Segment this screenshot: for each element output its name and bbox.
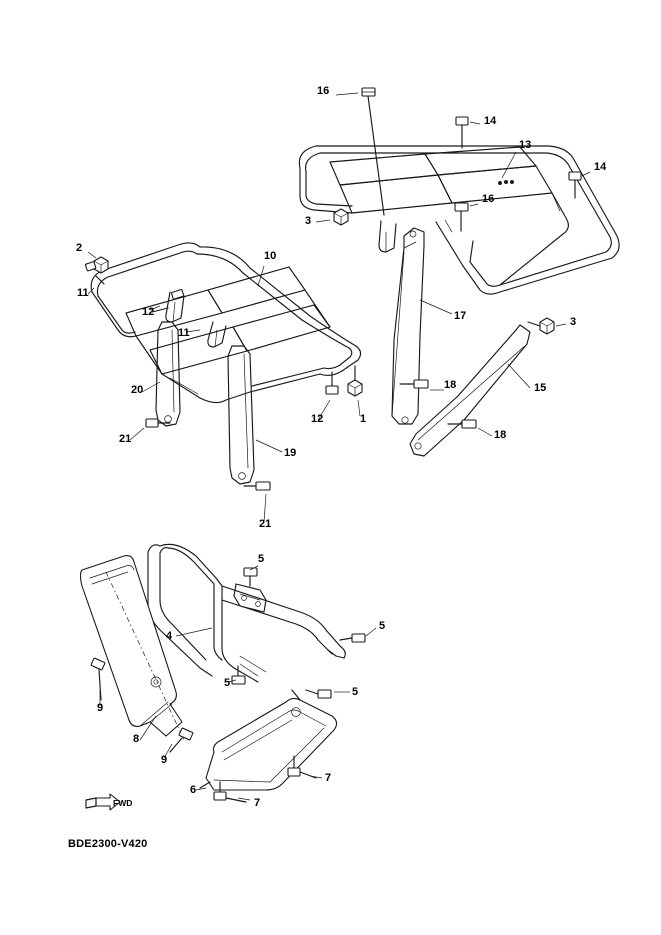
callout-8: 8	[133, 733, 140, 745]
nut-3a	[334, 209, 348, 225]
callout-5: 5	[379, 620, 386, 632]
callout-11: 11	[178, 327, 190, 339]
left-guard-panel	[81, 556, 194, 752]
callout-6: 6	[190, 784, 197, 796]
callout-19: 19	[284, 447, 297, 459]
bolt-16a	[362, 88, 384, 215]
carrier-stays	[146, 228, 530, 490]
callout-9: 9	[161, 754, 168, 766]
callout-12: 12	[142, 306, 155, 318]
callout-17: 17	[454, 310, 467, 322]
callout-7: 7	[325, 772, 332, 784]
bolt-18b	[448, 420, 476, 428]
callout-14: 14	[484, 115, 497, 127]
callout-18: 18	[444, 379, 457, 391]
callout-21: 21	[119, 433, 132, 445]
callout-4: 4	[166, 630, 173, 642]
nut-2	[94, 257, 108, 273]
right-guard-panel	[200, 690, 337, 802]
front-guard-assembly	[148, 544, 365, 698]
callout-21: 21	[259, 518, 272, 530]
callout-16: 16	[317, 85, 330, 97]
callout-9: 9	[97, 702, 104, 714]
callout-5: 5	[224, 677, 231, 689]
callout-16: 16	[482, 193, 495, 205]
bolt-14a	[456, 117, 468, 148]
callout-3: 3	[305, 215, 312, 227]
callout-7: 7	[254, 797, 261, 809]
bolt-5a	[244, 568, 257, 586]
part-code-label: BDE2300-V420	[68, 838, 148, 850]
callout-14: 14	[594, 161, 607, 173]
bolt-9a	[91, 658, 105, 700]
callout-13: 13	[519, 139, 532, 151]
callout-12: 12	[311, 413, 324, 425]
callout-10: 10	[264, 250, 277, 262]
bolt-21b	[244, 482, 270, 490]
callout-1: 1	[360, 413, 367, 425]
bolt-9b	[170, 728, 193, 752]
bolt-5b	[340, 634, 365, 642]
callout-5: 5	[352, 686, 359, 698]
callout-2: 2	[76, 242, 83, 254]
front-carrier-assembly	[85, 243, 362, 403]
bolt-5d	[306, 690, 331, 698]
callout-11: 11	[77, 287, 89, 299]
callout-15: 15	[534, 382, 547, 394]
nut-3b	[528, 318, 554, 334]
nut-1	[348, 366, 362, 396]
callout-3: 3	[570, 316, 577, 328]
bolt-18a	[400, 380, 428, 388]
callout-18: 18	[494, 429, 507, 441]
rear-carrier-assembly	[299, 85, 619, 334]
bolt-16b	[455, 203, 468, 231]
bolt-5c	[232, 666, 245, 684]
bolt-14b	[569, 172, 581, 198]
fwd-label: FWD	[113, 798, 133, 808]
callout-5: 5	[258, 553, 265, 565]
callout-20: 20	[131, 384, 144, 396]
